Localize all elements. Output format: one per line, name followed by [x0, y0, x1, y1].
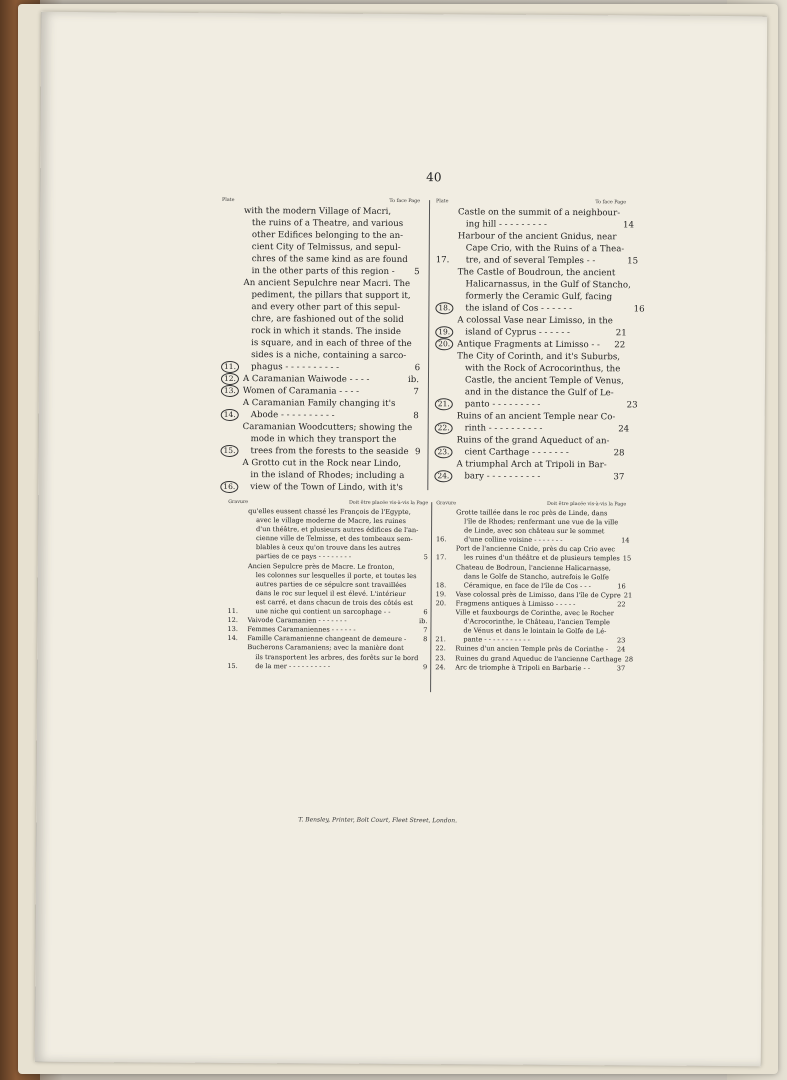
french-left-column [227, 499, 428, 672]
description-line: Ruins of the grand Aqueduct of an- [456, 435, 610, 447]
plate-number-label: 18. [435, 580, 447, 590]
description-line: Chateau de Bodroun, l'ancienne Halicarnasse, [455, 562, 611, 572]
plate-number-label: 12. [221, 373, 239, 385]
page-number: 40 [426, 170, 442, 185]
description-line: tre, and of several Temples - - [465, 255, 596, 267]
plate-description [243, 277, 412, 374]
plate-number [435, 654, 455, 663]
plate-description [456, 434, 610, 459]
plate-number-label: 16. [435, 535, 447, 544]
page-reference: 28 [613, 448, 625, 459]
page-reference: 24 [616, 645, 626, 654]
plate-number [435, 636, 455, 645]
plate-number-label: 23. [434, 446, 452, 458]
description-line: Port de l'ancienne Cnide, près du cap Crio avec [455, 544, 616, 554]
description-line: Ruines d'un ancien Temple près de Corinthe - [455, 644, 609, 654]
description-line: in the other parts of this region - [251, 266, 395, 277]
plate-number [220, 445, 242, 457]
page-reference: 22 [617, 600, 626, 609]
plate-number-label: 19. [435, 590, 447, 599]
plate-number [220, 481, 242, 493]
description-line: formerly the Ceramic Gulf, facing [465, 291, 613, 303]
page-reference: 15 [627, 256, 639, 267]
plate-description [458, 206, 620, 231]
book-page [35, 12, 767, 1066]
description-line: chres of the same kind as are found [251, 254, 408, 266]
description-line: and every other part of this sepul- [251, 302, 401, 313]
plate-number-label: 14. [227, 634, 238, 643]
description-line: the island of Cos - - - - - - [465, 303, 573, 315]
plate-number-label: 16. [220, 481, 238, 493]
description-line: A colossal Vase near Limisso, in the [457, 315, 613, 327]
description-line: parties de ce pays - - - - - - - - [255, 552, 352, 562]
plate-entry [435, 230, 639, 267]
description-line: rinth - - - - - - - - - - [464, 423, 543, 434]
page-reference: 9 [422, 662, 428, 671]
page-reference: 5 [423, 553, 428, 562]
description-line: Ruins of an ancient Temple near Co- [456, 411, 616, 423]
description-line: d'Acrocorinthe, le Château, l'ancien Temple [463, 617, 610, 627]
plate-number-label: 15. [227, 661, 238, 670]
description-line: sides is a niche, containing a sarco- [251, 350, 407, 362]
description-line: Ancien Sepulcre près de Macre. Le fronton, [247, 561, 395, 571]
description-line: Grotte taillée dans le roc près de Linde, dans [456, 508, 608, 518]
plate-description [457, 338, 611, 351]
page-reference: 37 [616, 663, 626, 672]
plate-number [434, 446, 456, 458]
plate-entry [435, 410, 630, 435]
english-left-column [220, 197, 420, 494]
plate-number-label: 19. [435, 326, 453, 338]
description-line: Ville et fauxbourgs de Corinthe, avec le Rocher [455, 608, 614, 618]
description-line: with the modern Village of Macri, [243, 206, 392, 217]
description-line: panto - - - - - - - - - [464, 399, 541, 410]
description-line: avec le village moderne de Macre, les ruines [256, 516, 406, 526]
description-line: cient City of Telmissus, and sepul- [251, 242, 401, 253]
description-line: chre, are fashioned out of the solid [251, 314, 404, 326]
plate-number-label: 24. [434, 470, 452, 482]
plate-entry [228, 507, 428, 563]
plate-description [458, 230, 625, 267]
plate-number-label: 13. [221, 385, 239, 397]
plate-number [227, 616, 247, 625]
description-line: An ancient Sepulchre near Macri. The [243, 278, 411, 290]
description-line: d'une colline voisine - - - - - - - [463, 535, 563, 545]
description-line: view of the Town of Lindo, with it's [250, 482, 403, 494]
page-reference: 21 [615, 328, 627, 339]
right-header-left: Gravure [436, 501, 457, 507]
description-line: l'île de Rhodes; renfermant une vue de la ville [464, 517, 619, 527]
plate-description [456, 508, 618, 545]
page-reference: 16 [617, 582, 626, 591]
french-column-divider [430, 502, 432, 692]
plate-description [243, 373, 405, 386]
description-line: A Caramanian Waiwode - - - - [242, 374, 370, 385]
plate-entry [435, 508, 630, 546]
description-line: de Vénus et dans le lointain le Golfe de Lé- [463, 626, 607, 636]
page-reference: 6 [414, 363, 421, 374]
plate-number-label: 21. [435, 635, 446, 644]
plate-description [244, 205, 412, 278]
printer-imprint: T. Bensley, Printer, Bolt Court, Fleet Street, London. [298, 816, 458, 825]
page-reference: 14 [623, 220, 635, 231]
plate-entry [435, 266, 645, 315]
page-reference: 22 [614, 340, 626, 351]
plate-description [242, 421, 412, 458]
description-line: de Linde, avec son château sur le sommet [464, 526, 605, 536]
plate-description [457, 410, 616, 435]
page-reference: 8 [413, 411, 419, 422]
english-column-divider [427, 200, 430, 490]
description-line: in the island of Rhodes; including a [250, 470, 405, 482]
plate-number [436, 535, 456, 544]
plate-number [435, 338, 457, 350]
plate-number [221, 373, 243, 385]
description-line: Famille Caramanienne changeant de demeure - [247, 634, 407, 644]
page-reference: 16 [633, 304, 645, 315]
description-line: blables à ceux qu'on trouve dans les autres [255, 543, 401, 553]
plate-number [227, 662, 247, 671]
plate-number-label: 20. [435, 599, 447, 608]
description-line: Halicarnassus, in the Gulf of Stancho, [465, 279, 631, 291]
description-line: Vase colossal près de Limisso, dans l'île de Cypre [455, 590, 621, 600]
description-line: Caramanian Woodcutters; showing the [242, 422, 413, 434]
plate-number [436, 254, 458, 266]
plate-number-label: 17. [435, 553, 447, 562]
description-line: dans le Golfe de Stancho, autrefois le Golfe [463, 572, 609, 581]
description-line: rock in which it stands. The inside [251, 326, 402, 337]
plate-entry [228, 562, 428, 618]
description-line: Fragmens antiques à Limisso - - - - - [455, 599, 576, 609]
description-line: Arc de triomphe à Tripoli en Barbarie - - [455, 662, 591, 672]
french-right-column [435, 500, 634, 673]
description-line: d'un théâtre, et plusieurs autres édifices de l'an- [256, 525, 419, 535]
page-reference: 15 [622, 554, 632, 563]
plate-number [228, 607, 248, 616]
left-header-left: Plate [222, 197, 235, 203]
description-line: The City of Corinth, and it's Suburbs, [457, 351, 621, 363]
description-line: The Castle of Boudroun, the ancient [457, 267, 616, 279]
plate-description [456, 545, 620, 564]
page-reference: 6 [423, 608, 428, 617]
plate-entry [222, 205, 420, 278]
plate-description [455, 663, 614, 673]
description-line: A Grotto cut in the Rock near Lindo, [242, 458, 402, 469]
left-header-left: Gravure [228, 499, 249, 506]
plate-description [243, 397, 411, 422]
plate-description [248, 562, 421, 618]
plate-number-label: 22. [435, 422, 453, 434]
page-reference: ib. [407, 375, 420, 386]
right-header-left: Plate [436, 199, 449, 205]
plate-number-label: 21. [435, 398, 453, 410]
plate-number [227, 634, 247, 643]
plate-description [456, 563, 615, 591]
left-header-right: To face Page [389, 198, 421, 205]
plate-description [248, 507, 421, 563]
description-line: autres parties de ce sépulcre sont travaillées [255, 579, 407, 589]
right-header-right: To face Page [595, 200, 627, 206]
plate-description [242, 457, 415, 494]
page-reference: 8 [423, 635, 428, 644]
description-line: trees from the forests to the seaside [250, 446, 409, 458]
plate-entry [436, 206, 635, 231]
page-reference: 9 [415, 447, 421, 458]
plate-number-label: 14. [221, 409, 239, 421]
description-line: Castle on the summit of a neighbour- [457, 207, 621, 219]
plate-number-label: 23. [435, 653, 446, 662]
english-right-column [434, 198, 645, 483]
description-line: other Edifices belonging to the an- [251, 230, 404, 242]
page-reference: 24 [618, 424, 630, 435]
plate-entry [435, 663, 625, 673]
plate-entry [435, 608, 625, 646]
description-line: qu'elles eussent chassé les François de l'Egypte, [248, 507, 411, 517]
description-line: Castle, the ancient Temple of Venus, [464, 375, 624, 387]
description-line: Antique Fragments at Limisso - - [457, 339, 601, 351]
page-reference: 14 [621, 536, 630, 545]
page-reference: 7 [423, 626, 428, 635]
plate-number [435, 645, 455, 654]
plate-entry [434, 458, 624, 483]
plate-number [221, 385, 243, 397]
plate-number [436, 581, 456, 590]
description-line: une niche qui contient un sarcophage - - [255, 607, 391, 616]
plate-entry [220, 421, 421, 458]
description-line: is square, and in each of three of the [251, 338, 412, 350]
description-line: mode in which they transport the [250, 434, 397, 445]
plate-number-label: 24. [435, 662, 446, 671]
description-line: les colonnes sur lesquelles il porte, et toutes les [255, 570, 417, 580]
description-line: Vaivode Caramanien - - - - - - - [247, 616, 347, 625]
plate-number-label: 18. [435, 302, 453, 314]
plate-number-label: 13. [227, 625, 238, 634]
plate-number [435, 663, 455, 672]
description-line: Women of Caramania - - - - [242, 386, 360, 397]
description-line: phagus - - - - - - - - - - [251, 362, 340, 373]
description-line: Céramique, en face de l'île de Cos - - - [463, 581, 591, 590]
page-reference: 21 [623, 591, 633, 600]
description-line: Bucherons Caramaniens; avec la manière dont [247, 643, 404, 653]
plate-description [457, 314, 613, 339]
description-line: Abode - - - - - - - - - - [250, 410, 335, 421]
description-line: cienne ville de Telmisse, et des tombeaux sem- [255, 534, 413, 544]
right-header-right: Doit être placée vis-à-vis la Page [546, 501, 627, 508]
plate-number [221, 409, 243, 421]
description-line: ing hill - - - - - - - - - [465, 219, 547, 230]
plate-description [247, 643, 420, 671]
plate-number-label: 17. [435, 255, 450, 266]
description-line: les ruines d'un théâtre et de plusieurs temples [463, 553, 620, 563]
plate-description [456, 458, 610, 483]
description-line: pante - - - - - - - - - - - [463, 635, 530, 645]
plate-number [436, 590, 456, 599]
plate-number [221, 361, 243, 373]
plate-number [435, 398, 457, 410]
plate-number-label: 15. [220, 445, 238, 457]
description-line: island of Cyprus - - - - - - [465, 327, 570, 339]
plate-description [455, 608, 614, 645]
plate-entry [227, 643, 427, 672]
description-line: bary - - - - - - - - - - [464, 471, 541, 482]
description-line: Femmes Caramaniennes - - - - - - [247, 625, 356, 634]
page-reference: 28 [624, 654, 634, 663]
description-line: A triumphal Arch at Tripoli in Bar- [456, 459, 607, 471]
plate-number [436, 554, 456, 563]
plate-entry [436, 563, 626, 591]
plate-entry [435, 314, 625, 339]
plate-entry [435, 544, 632, 564]
plate-number [435, 326, 457, 338]
plate-entry [220, 457, 418, 494]
plate-number-label: 11. [227, 606, 239, 616]
description-line: A Caramanian Family changing it's [242, 398, 396, 409]
plate-entry [435, 350, 638, 411]
description-line: est carré, et dans chacun de trois des côtés est [255, 598, 414, 608]
page-reference: ib. [419, 617, 428, 626]
description-line: Ruines du grand Aqueduc de l'ancienne Carthage [455, 653, 622, 663]
page-reference: 23 [626, 400, 638, 411]
plate-number [435, 422, 457, 434]
description-line: de la mer - - - - - - - - - - [255, 661, 331, 671]
plate-number [434, 470, 456, 482]
description-line: Cape Crio, with the Ruins of a Thea- [465, 243, 625, 255]
plate-entry [221, 397, 419, 422]
plate-number-label: 22. [435, 644, 446, 653]
plate-description [457, 266, 631, 315]
description-line: the ruins of a Theatre, and various [251, 218, 404, 230]
plate-entry [434, 434, 624, 459]
description-line: and in the distance the Gulf of Le- [464, 387, 614, 399]
plate-description [243, 385, 411, 398]
plate-number [436, 599, 456, 608]
description-line: Harbour of the ancient Gnidus, near [457, 231, 617, 243]
plate-entry [221, 277, 420, 374]
left-header-right: Doit être placée vis-à-vis la Page [348, 500, 429, 507]
description-line: cient Carthage - - - - - - - [464, 447, 569, 459]
description-line: dans le roc sur lequel il est élevé. L'intérieur [255, 588, 406, 598]
page-reference: 37 [613, 472, 625, 483]
plate-number-label: 11. [221, 361, 239, 373]
description-line: ils transportent les arbres, des forêts sur le bord [255, 652, 419, 662]
page-reference: 5 [414, 267, 420, 278]
description-line: with the Rock of Acrocorinthus, the [465, 363, 621, 375]
plate-description [457, 350, 624, 411]
page-reference: 23 [616, 636, 626, 645]
page-reference: 7 [413, 387, 419, 398]
plate-number [435, 302, 457, 314]
description-line: pediment, the pillars that support it, [251, 290, 411, 302]
plate-number [227, 625, 247, 634]
plate-number-label: 20. [435, 338, 453, 350]
plate-number-label: 12. [227, 616, 239, 625]
